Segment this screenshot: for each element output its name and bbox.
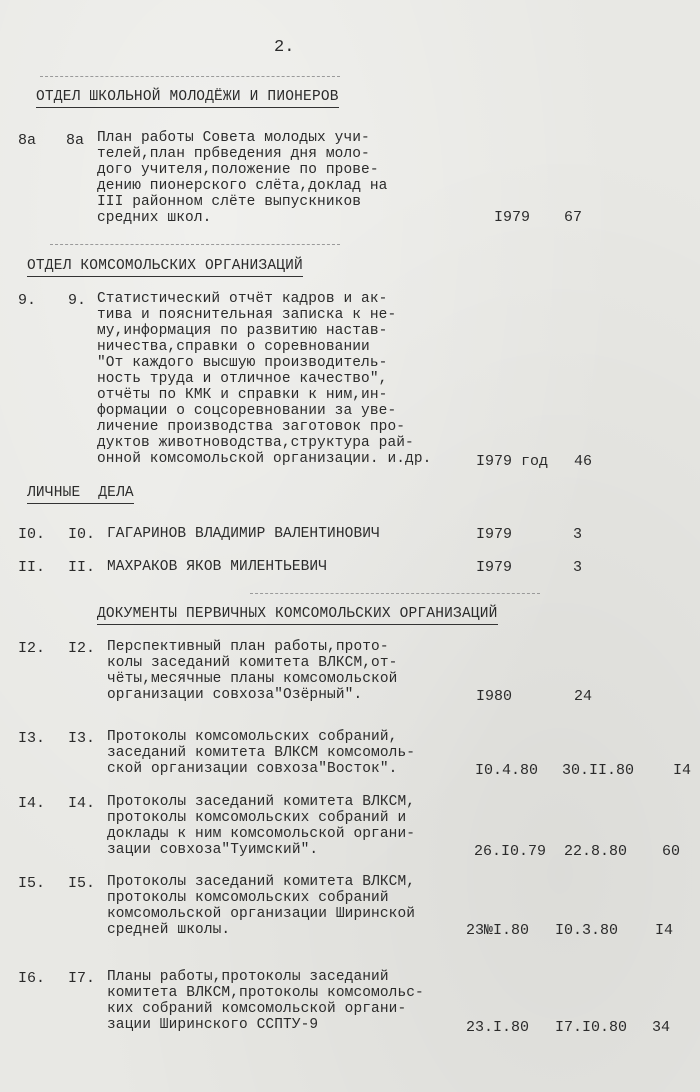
desc-line: Статистический отчёт кадров и ак- [97,291,388,307]
entry-sheets: 3 [573,559,583,576]
desc-line: Планы работы,протоколы заседаний [107,969,389,985]
entry-description [107,639,397,703]
entry-description [97,130,387,226]
entry-sheets: 46 [574,453,593,470]
entry-number: II. [18,559,46,576]
entry-number: 8а [18,132,37,149]
desc-line: дению пионерского слёта,доклад на [97,178,388,194]
entry-sheets: 3 [573,526,583,543]
desc-line: тива и пояснительная записка к не- [97,307,397,323]
desc-line: "От каждого высшую производитель- [97,355,388,371]
desc-line: ской организации совхоза"Восток". [107,761,398,777]
entry-number: 9. [18,292,37,309]
desc-line: ких собраний комсомольской органи- [107,1001,407,1017]
entry-sheets: I4 [655,922,674,939]
file-number: 8а [66,132,85,149]
entry-date-from: I0.4.80 [475,762,539,779]
desc-line: зации совхоза"Туимский". [107,842,319,858]
section-heading-komsomol-orgs: ОТДЕЛ КОМСОМОЛЬСКИХ ОРГАНИЗАЦИЙ [27,258,303,277]
entry-date: I979 год [476,453,549,470]
desc-line: заседаний комитета ВЛКСМ комсомоль- [107,745,416,761]
desc-line: Протоколы заседаний комитета ВЛКСМ, [107,794,416,810]
entry-date-to: 22.8.80 [564,843,628,860]
entry-number: I5. [18,875,46,892]
entry-description: МАХРАКОВ ЯКОВ МИЛЕНТЬЕВИЧ [107,559,328,575]
file-number: I4. [68,795,96,812]
section-heading-school-youth: ОТДЕЛ ШКОЛЬНОЙ МОЛОДЁЖИ И ПИОНЕРОВ [36,89,339,108]
entry-date-from: I980 [476,688,513,705]
desc-line: формации о соцсоревновании за уве- [97,403,397,419]
file-number: I3. [68,730,96,747]
section-heading-personal: ЛИЧНЫЕ ДЕЛА [27,485,134,504]
entry-date-to: I0.3.80 [555,922,619,939]
entry-number: I4. [18,795,46,812]
file-number: I5. [68,875,96,892]
desc-line: Протоколы заседаний комитета ВЛКСМ, [107,874,416,890]
desc-line: зации Ширинского ССПТУ-9 [107,1017,319,1033]
desc-line: ничества,справки о соревновании [97,339,370,355]
desc-line: План работы Совета молодых учи- [97,130,370,146]
desc-line: му,информация по развитию настав- [97,323,388,339]
entry-number: I2. [18,640,46,657]
entry-description [107,794,415,858]
entry-sheets: 60 [662,843,681,860]
entry-date-from: 23№I.80 [466,922,530,939]
entry-description: ГАГАРИНОВ ВЛАДИМИР ВАЛЕНТИНОВИЧ [107,526,380,542]
desc-line: дуктов животноводства,структура рай- [97,435,414,451]
desc-line: комсомольской организации Ширинской [107,906,416,922]
desc-line: чёты,месячные планы комсомольской [107,671,398,687]
desc-line: отчёты по КМК и справки к ним,ин- [97,387,388,403]
desc-line: комитета ВЛКСМ,протоколы комсомольс- [107,985,424,1001]
file-number: II. [68,559,96,576]
desc-line: личение производства заготовок про- [97,419,406,435]
entry-date-from: 23.I.80 [466,1019,530,1036]
entry-description [107,969,424,1033]
file-number: I0. [68,526,96,543]
entry-description [107,729,415,777]
entry-sheets: 34 [652,1019,671,1036]
entry-number: I6. [18,970,46,987]
dash-separator [50,244,340,245]
desc-line: доклады к ним комсомольской органи- [107,826,416,842]
desc-line: дого учителя,положение по прове- [97,162,379,178]
entry-date: I979 [494,209,531,226]
entry-description [97,291,431,467]
entry-date-to: I7.I0.80 [555,1019,628,1036]
file-number: 9. [68,292,87,309]
desc-line: протоколы комсомольских собраний [107,890,389,906]
section-heading-primary-orgs: ДОКУМЕНТЫ ПЕРВИЧНЫХ КОМСОМОЛЬСКИХ ОРГАНИЗАЦИЙ [97,606,498,625]
entry-date-from: 26.I0.79 [474,843,547,860]
dash-separator [250,593,540,594]
desc-line: Перспективный план работы,прото- [107,639,389,655]
desc-line: средней школы. [107,922,231,938]
entry-date: I979 [476,526,513,543]
entry-number: I0. [18,526,46,543]
file-number: I2. [68,640,96,657]
desc-line: Протоколы комсомольских собраний, [107,729,398,745]
desc-line: колы заседаний комитета ВЛКСМ,от- [107,655,398,671]
entry-description [107,874,415,938]
entry-sheets: I4 [673,762,692,779]
entry-sheets: 67 [564,209,583,226]
entry-sheets: 24 [574,688,593,705]
desc-line: протоколы комсомольских собраний и [107,810,407,826]
file-number: I7. [68,970,96,987]
desc-line: онной комсомольской организации. и.др. [97,451,432,467]
desc-line: III районном слёте выпускников [97,194,362,210]
dash-separator [40,76,340,77]
entry-date: I979 [476,559,513,576]
entry-number: I3. [18,730,46,747]
desc-line: ность труда и отличное качество", [97,371,388,387]
desc-line: средних школ. [97,210,212,226]
page-number: 2. [274,38,295,57]
desc-line: телей,план прбведения дня моло- [97,146,370,162]
entry-date-to: 30.II.80 [562,762,635,779]
desc-line: организации совхоза"Озёрный". [107,687,363,703]
